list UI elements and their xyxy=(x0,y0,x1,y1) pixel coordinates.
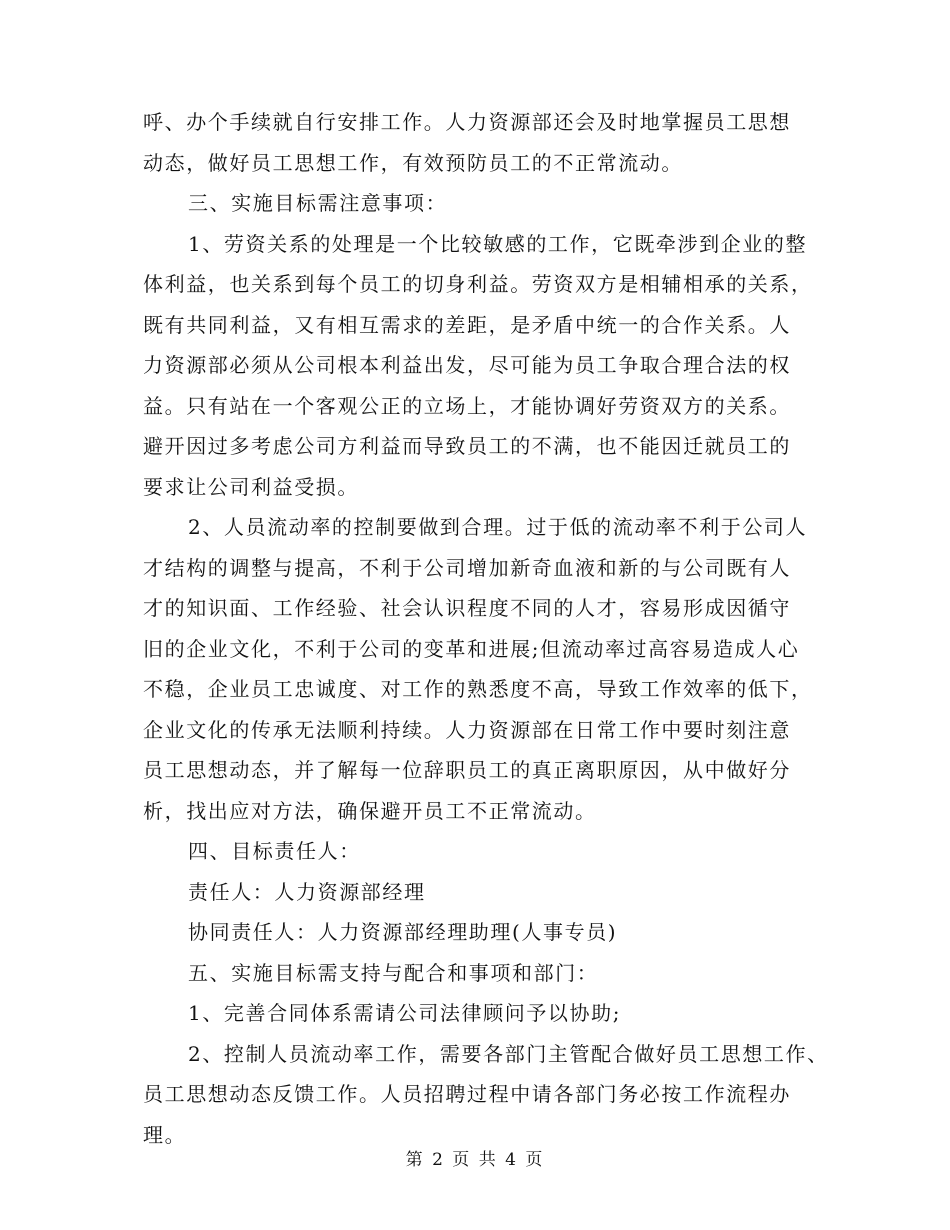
text-line: 员工思想动态反馈工作。人员招聘过程中请各部门务必按工作流程办 xyxy=(143,1082,791,1106)
text-line: 责任人：人力资源部经理 xyxy=(188,880,426,904)
section-heading: 五、实施目标需支持与配合和事项和部门： xyxy=(188,961,599,985)
text-line: 动态，做好员工思想工作，有效预防员工的不正常流动。 xyxy=(143,151,683,175)
text-line: 旧的企业文化，不利于公司的变革和进展;但流动率过高容易造成人心 xyxy=(143,637,800,661)
text-line: 益。只有站在一个客观公正的立场上，才能协调好劳资双方的关系。 xyxy=(143,394,791,418)
text-line: 避开因过多考虑公司方利益而导致员工的不满，也不能因迁就员工的 xyxy=(143,434,791,458)
text-line: 体利益，也关系到每个员工的切身利益。劳资双方是相辅相承的关系， xyxy=(143,272,813,296)
page-number-footer: 第 2 页 共 4 页 xyxy=(405,1150,545,1170)
text-line: 2、控制人员流动率工作，需要各部门主管配合做好员工思想工作、 xyxy=(188,1042,829,1066)
text-line: 力资源部必须从公司根本利益出发，尽可能为员工争取合理合法的权 xyxy=(143,353,791,377)
text-line: 企业文化的传承无法顺利持续。人力资源部在日常工作中要时刻注意 xyxy=(143,718,791,742)
text-line: 理。 xyxy=(143,1123,187,1147)
text-line: 1、完善合同体系需请公司法律顾问予以协助; xyxy=(188,1001,622,1025)
text-line: 才的知识面、工作经验、社会认识程度不同的人才，容易形成因循守 xyxy=(143,596,791,620)
text-line: 2、人员流动率的控制要做到合理。过于低的流动率不利于公司人 xyxy=(188,515,808,539)
text-line: 既有共同利益，又有相互需求的差距，是矛盾中统一的合作关系。人 xyxy=(143,313,791,337)
text-line: 要求让公司利益受损。 xyxy=(143,475,359,499)
text-line: 员工思想动态，并了解每一位辞职员工的真正离职原因，从中做好分 xyxy=(143,758,791,782)
text-line: 协同责任人：人力资源部经理助理(人事专员) xyxy=(188,920,618,944)
section-heading: 三、实施目标需注意事项： xyxy=(188,191,448,215)
section-heading: 四、目标责任人： xyxy=(188,839,361,863)
text-line: 不稳，企业员工忠诚度、对工作的熟悉度不高，导致工作效率的低下， xyxy=(143,677,813,701)
text-line: 1、劳资关系的处理是一个比较敏感的工作，它既牵涉到企业的整 xyxy=(188,232,808,256)
text-line: 才结构的调整与提高，不利于公司增加新奇血液和新的与公司既有人 xyxy=(143,556,791,580)
text-line: 呼、办个手续就自行安排工作。人力资源部还会及时地掌握员工思想 xyxy=(143,110,791,134)
text-line: 析，找出应对方法，确保避开员工不正常流动。 xyxy=(143,799,597,823)
